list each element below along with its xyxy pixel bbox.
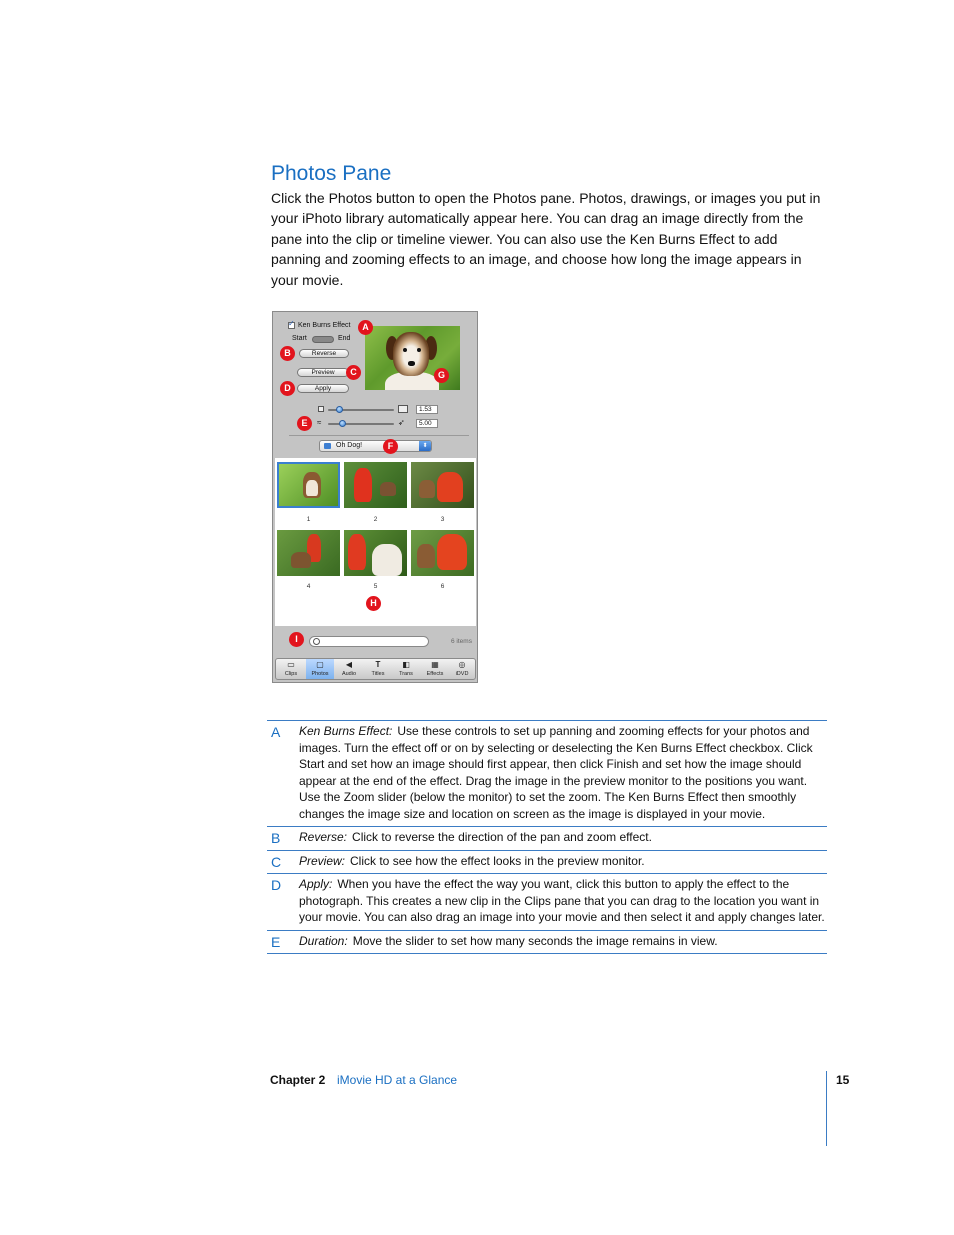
callout-b: B bbox=[280, 346, 295, 361]
photos-pane-screenshot bbox=[272, 311, 478, 683]
thumbnail-number: 3 bbox=[440, 516, 445, 523]
reverse-button[interactable]: Reverse bbox=[299, 349, 349, 358]
callout-e: E bbox=[297, 416, 312, 431]
thumbnail-number: 4 bbox=[306, 583, 311, 590]
legend-term: Reverse: bbox=[299, 830, 348, 844]
pane-tab-bar bbox=[275, 658, 476, 680]
legend-term: Preview: bbox=[299, 853, 346, 868]
photo-thumbnail[interactable] bbox=[411, 462, 474, 508]
footer-section-title: iMovie HD at a Glance bbox=[337, 1073, 458, 1087]
start-end-toggle[interactable] bbox=[312, 336, 334, 343]
callout-f: F bbox=[383, 439, 398, 454]
tab-idvd[interactable] bbox=[448, 659, 476, 679]
legend-row bbox=[267, 720, 827, 826]
photo-thumbnail[interactable] bbox=[277, 462, 340, 508]
legend-text: Click to reverse the direction of the pan and zoom effect. bbox=[352, 830, 652, 844]
album-popup[interactable] bbox=[319, 440, 432, 452]
callout-g: G bbox=[434, 368, 449, 383]
legend-letter: B bbox=[271, 830, 281, 846]
ken-burns-checkbox[interactable] bbox=[288, 322, 295, 329]
callout-i: I bbox=[289, 632, 304, 647]
legend-row bbox=[267, 826, 827, 850]
tab-titles[interactable] bbox=[364, 659, 392, 679]
dog-figure bbox=[380, 482, 396, 496]
tab-photos[interactable] bbox=[306, 659, 334, 679]
page-number: 15 bbox=[836, 1073, 850, 1087]
duration-slider-knob[interactable] bbox=[339, 420, 346, 427]
album-name: Oh Dog! bbox=[336, 442, 363, 449]
legend-text: Use these controls to set up panning and zooming effects for your photos and images. Turn the effect off or on by selecting or deselecting the Ken Burns Effect checkbox. Click Start and set how an image should first appear, then click Finish and set how the image should appear at the end of the effect. Drag the image in the preview monitor to the positions you want. Use the Zoom slider (below the monitor) to set the zoom. The Ken Burns Effect then smoothly changes the image size and location on screen as the image is displayed in your movie. bbox=[299, 724, 813, 821]
apply-button[interactable]: Apply bbox=[297, 384, 349, 393]
photo-thumbnail[interactable] bbox=[277, 530, 340, 576]
tab-label: Titles bbox=[371, 671, 385, 677]
legend-row bbox=[267, 873, 827, 930]
end-label[interactable]: End bbox=[338, 335, 351, 342]
dog-eye bbox=[403, 348, 407, 352]
legend-row bbox=[267, 850, 827, 874]
legend-letter: C bbox=[271, 853, 282, 870]
legend-text: When you have the effect the way you want, click this button to apply the effect to the photograph. This creates a new clip in the Clips pane that you can drag to the location you want in your movie. You can also drag an image into your movie and then select it and apply changes later. bbox=[299, 877, 825, 924]
preview-button[interactable]: Preview bbox=[297, 368, 349, 377]
transitions-icon: ◧ bbox=[402, 660, 410, 669]
tab-effects[interactable] bbox=[421, 659, 449, 679]
legend-letter: A bbox=[271, 724, 281, 740]
legend-text: Click to see how the effect looks in the preview monitor. bbox=[350, 853, 645, 868]
effects-icon: ▦ bbox=[431, 660, 439, 669]
zoom-slider-knob[interactable] bbox=[336, 406, 343, 413]
dog-figure bbox=[417, 544, 435, 568]
thumbnail-number: 2 bbox=[373, 516, 378, 523]
callout-h: H bbox=[366, 596, 381, 611]
callout-a: A bbox=[358, 320, 373, 335]
idvd-icon: ◎ bbox=[458, 660, 466, 669]
tab-label: Audio bbox=[341, 671, 357, 677]
legend-term: Duration: bbox=[299, 933, 348, 948]
tab-label: Effects bbox=[426, 671, 444, 677]
zoom-value-field[interactable]: 1.53 bbox=[416, 405, 438, 414]
album-icon bbox=[324, 443, 331, 449]
child-figure bbox=[437, 472, 463, 502]
footer-rule bbox=[826, 1071, 827, 1146]
thumbnail-number: 1 bbox=[306, 516, 311, 523]
dog-figure bbox=[419, 480, 435, 498]
tab-clips[interactable] bbox=[277, 659, 305, 679]
items-count: 6 items bbox=[451, 638, 472, 645]
photo-thumbnail[interactable] bbox=[344, 462, 407, 508]
photo-thumbnail[interactable] bbox=[344, 530, 407, 576]
legend-term: Ken Burns Effect: bbox=[299, 724, 393, 738]
legend-letter: E bbox=[271, 933, 281, 950]
search-icon bbox=[313, 638, 320, 645]
duration-slider-track[interactable] bbox=[328, 423, 394, 425]
photos-icon: ▢ bbox=[316, 660, 324, 669]
intro-paragraph: Click the Photos button to open the Photos pane. Photos, drawings, or images you put in your iPhoto library automatically appear here. You can drag an image directly from the pane into the clip or timeline viewer. You can also use the Ken Burns Effect to add panning and zooming effects to an image, and choose how long the image appears in your movie. bbox=[271, 190, 821, 288]
legend-row bbox=[267, 930, 827, 955]
popup-arrows-icon: ⬍ bbox=[419, 441, 431, 451]
legend-letter: D bbox=[271, 877, 282, 893]
audio-icon: ◀ bbox=[345, 660, 353, 669]
ken-burns-label: Ken Burns Effect bbox=[298, 322, 351, 329]
callout-c: C bbox=[346, 365, 361, 380]
turtle-icon: ≈ bbox=[317, 418, 322, 427]
legend-term: Apply: bbox=[299, 877, 333, 891]
dog-eye bbox=[417, 348, 421, 352]
callout-d: D bbox=[280, 381, 295, 396]
tab-audio[interactable] bbox=[335, 659, 363, 679]
child-figure bbox=[437, 534, 467, 570]
tab-label: Trans bbox=[399, 671, 413, 677]
dog-nose bbox=[408, 361, 415, 366]
dog-figure bbox=[291, 552, 311, 568]
child-figure bbox=[354, 468, 372, 502]
duration-value-field[interactable]: 5.00 bbox=[416, 419, 438, 428]
section-title: Photos Pane bbox=[271, 162, 392, 185]
dog-figure bbox=[306, 480, 318, 496]
thumbnail-number: 6 bbox=[440, 583, 445, 590]
zoom-large-icon bbox=[398, 405, 408, 413]
photo-thumbnail[interactable] bbox=[411, 530, 474, 576]
dog-figure bbox=[372, 544, 402, 576]
tab-label: iDVD bbox=[455, 671, 469, 677]
child-figure bbox=[348, 534, 366, 570]
titles-icon: T bbox=[375, 660, 381, 669]
tab-label: Clips bbox=[284, 671, 298, 677]
zoom-small-icon bbox=[318, 406, 324, 412]
dog-head bbox=[393, 332, 429, 376]
hare-icon: ➶ bbox=[398, 418, 405, 427]
start-label[interactable]: Start bbox=[292, 335, 307, 342]
divider bbox=[289, 435, 469, 436]
legend-text: Move the slider to set how many seconds the image remains in view. bbox=[352, 933, 718, 948]
clips-icon: ▭ bbox=[287, 660, 295, 669]
footer-chapter: Chapter 2 bbox=[270, 1073, 326, 1087]
callout-legend bbox=[267, 720, 827, 954]
tab-label: Photos bbox=[311, 671, 329, 677]
search-field[interactable] bbox=[309, 636, 429, 647]
thumbnail-number: 5 bbox=[373, 583, 378, 590]
tab-transitions[interactable] bbox=[392, 659, 420, 679]
